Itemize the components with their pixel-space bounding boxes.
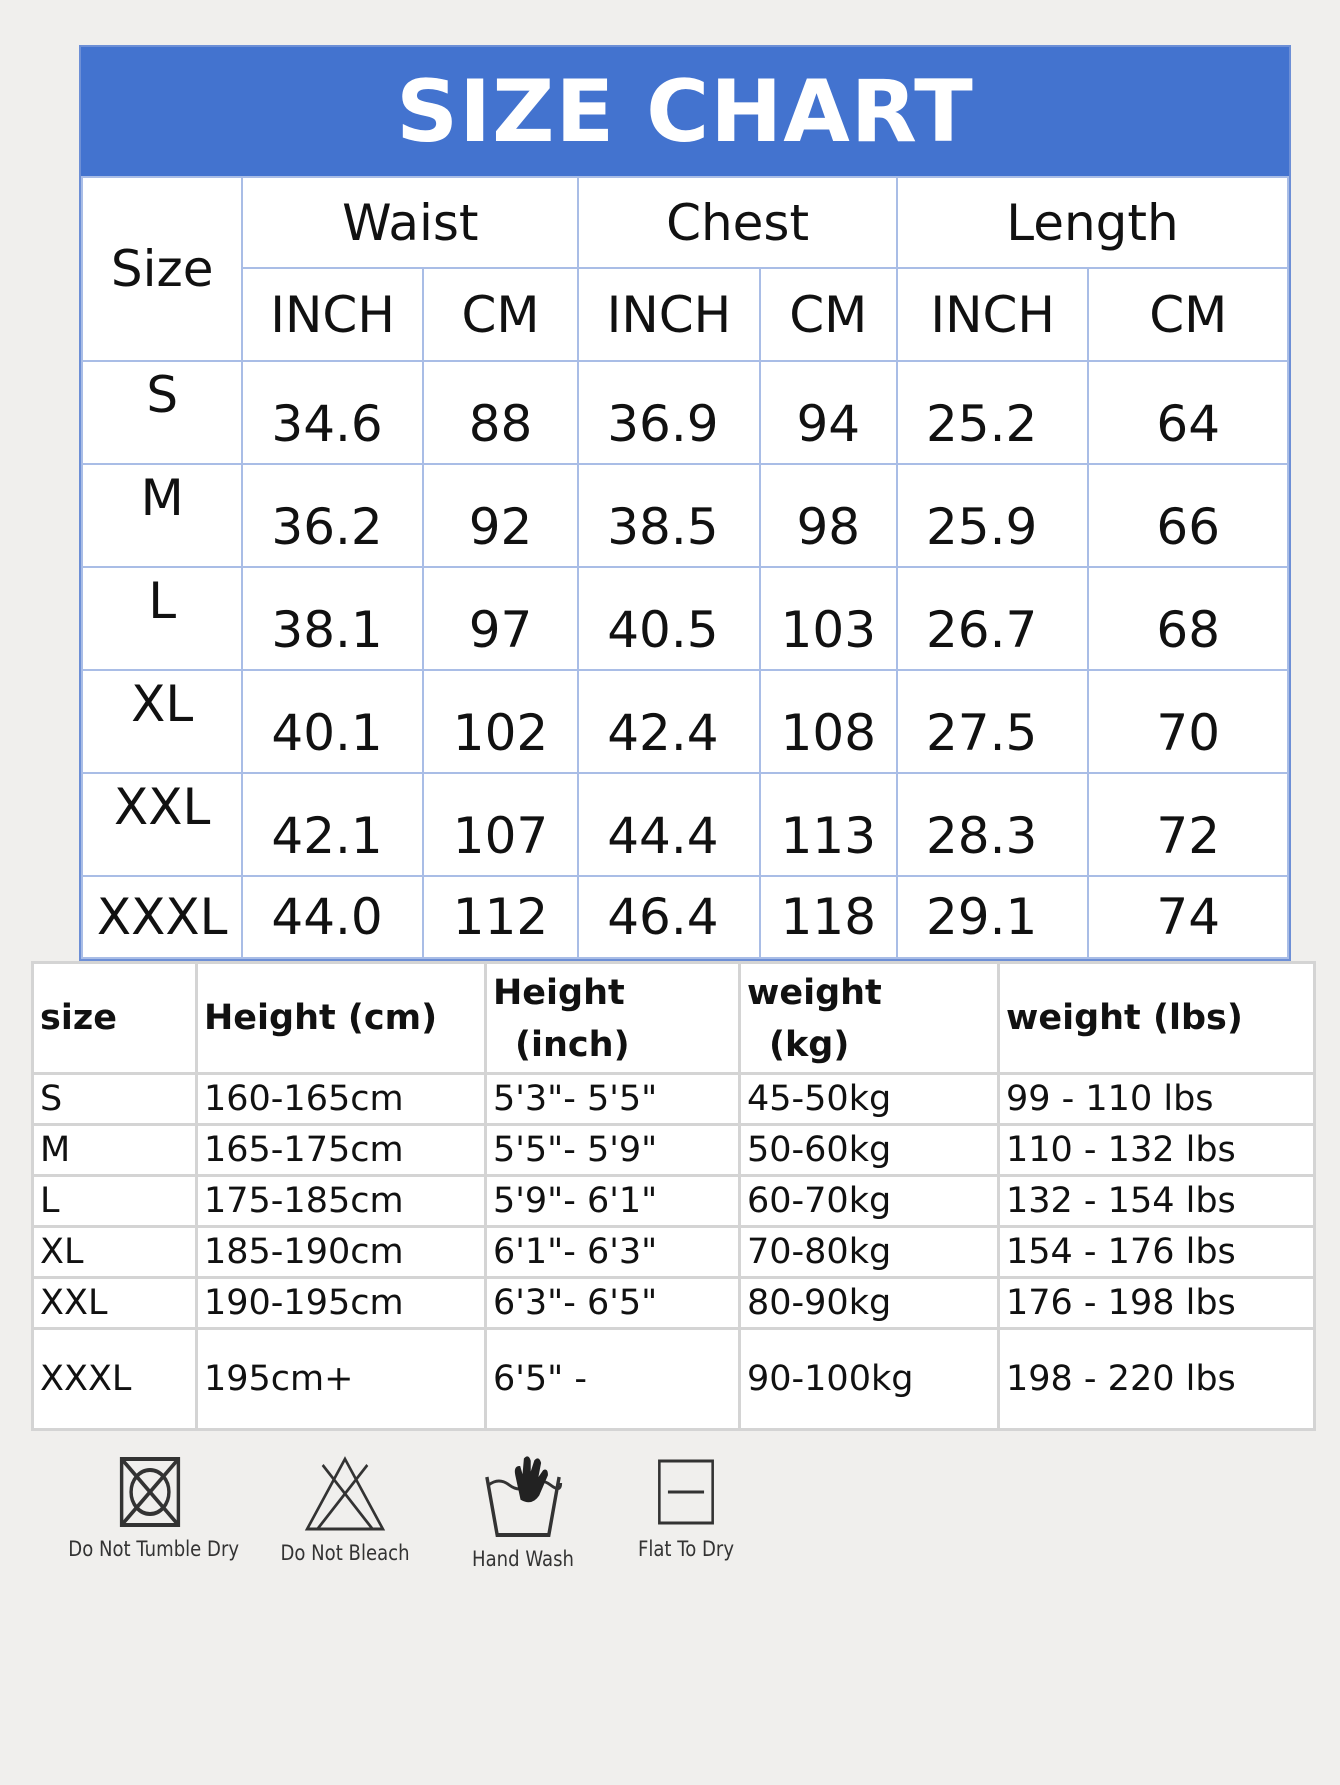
value-cell: 28.3: [897, 773, 1088, 876]
weight-kg-cell: 70-80kg: [740, 1227, 999, 1278]
size-cell: XXL: [33, 1278, 197, 1329]
height-inch-header-line2: (inch): [515, 1025, 630, 1065]
size-cell: XL: [82, 670, 242, 773]
table-row: [82, 670, 1288, 773]
value-cell: 42.4: [578, 670, 759, 773]
height-cm-cell: 165-175cm: [197, 1125, 486, 1176]
care-label: Do Not Bleach: [280, 1541, 410, 1565]
weight-lbs-cell: 176 - 198 lbs: [999, 1278, 1315, 1329]
size-cell: S: [82, 361, 242, 464]
do-not-tumble-dry-icon: [118, 1455, 182, 1529]
value-cell: 98: [760, 464, 897, 567]
value-cell: 66: [1088, 464, 1288, 567]
unit-header: CM: [1088, 268, 1288, 361]
size-cell: XL: [33, 1227, 197, 1278]
do-not-bleach-icon: [304, 1455, 387, 1533]
table-row: [33, 1329, 1315, 1430]
value-cell: 97: [423, 567, 578, 670]
value-cell: 44.0: [242, 876, 422, 958]
weight-kg-cell: 90-100kg: [740, 1329, 999, 1430]
value-cell: 42.1: [242, 773, 422, 876]
height-cm-cell: 175-185cm: [197, 1176, 486, 1227]
weight-kg-header: [740, 963, 999, 1074]
height-cm-cell: 190-195cm: [197, 1278, 486, 1329]
value-cell: 68: [1088, 567, 1288, 670]
height-weight-table: [31, 961, 1316, 1431]
value-cell: 118: [760, 876, 897, 958]
size-cell: L: [33, 1176, 197, 1227]
height-inch-cell: 6'1"- 6'3": [486, 1227, 740, 1278]
value-cell: 103: [760, 567, 897, 670]
height-inch-cell: 6'5" -: [486, 1329, 740, 1430]
weight-lbs-cell: 110 - 132 lbs: [999, 1125, 1315, 1176]
height-cm-header: Height (cm): [197, 963, 486, 1074]
value-cell: 34.6: [242, 361, 422, 464]
height-inch-header-line1: Height: [493, 973, 625, 1013]
waist-header: Waist: [242, 177, 578, 268]
height-inch-header: [486, 963, 740, 1074]
table-row: [82, 773, 1288, 876]
weight-lbs-cell: 198 - 220 lbs: [999, 1329, 1315, 1430]
weight-kg-cell: 80-90kg: [740, 1278, 999, 1329]
value-cell: 88: [423, 361, 578, 464]
table-row: [33, 1074, 1315, 1125]
value-cell: 40.5: [578, 567, 759, 670]
care-label: Flat To Dry: [637, 1537, 735, 1561]
weight-kg-cell: 60-70kg: [740, 1176, 999, 1227]
size-cell: M: [82, 464, 242, 567]
value-cell: 112: [423, 876, 578, 958]
value-cell: 38.1: [242, 567, 422, 670]
care-label: Do Not Tumble Dry: [68, 1537, 240, 1561]
height-cm-cell: 195cm+: [197, 1329, 486, 1430]
height-inch-cell: 5'5"- 5'9": [486, 1125, 740, 1176]
value-cell: 25.9: [897, 464, 1088, 567]
value-cell: 113: [760, 773, 897, 876]
group-header-row: [82, 177, 1288, 268]
table-row: [33, 1176, 1315, 1227]
care-do-not-tumble-dry: [68, 1455, 240, 1561]
value-cell: 27.5: [897, 670, 1088, 773]
value-cell: 38.5: [578, 464, 759, 567]
weight-kg-cell: 50-60kg: [740, 1125, 999, 1176]
value-cell: 70: [1088, 670, 1288, 773]
value-cell: 26.7: [897, 567, 1088, 670]
value-cell: 29.1: [897, 876, 1088, 958]
flat-to-dry-icon: [654, 1455, 718, 1529]
size-cell: XXXL: [33, 1329, 197, 1430]
value-cell: 40.1: [242, 670, 422, 773]
weight-lbs-cell: 99 - 110 lbs: [999, 1074, 1315, 1125]
fit-guide: [31, 961, 1313, 1431]
table-row: [82, 464, 1288, 567]
header-row: [33, 963, 1315, 1074]
weight-lbs-cell: 154 - 176 lbs: [999, 1227, 1315, 1278]
unit-header: CM: [423, 268, 578, 361]
size-cell: L: [82, 567, 242, 670]
unit-header: INCH: [578, 268, 759, 361]
value-cell: 74: [1088, 876, 1288, 958]
weight-lbs-cell: 132 - 154 lbs: [999, 1176, 1315, 1227]
table-row: [82, 567, 1288, 670]
table-row: [82, 361, 1288, 464]
height-inch-cell: 5'3"- 5'5": [486, 1074, 740, 1125]
height-cm-cell: 185-190cm: [197, 1227, 486, 1278]
care-do-not-bleach: [263, 1455, 426, 1565]
size-cell: M: [33, 1125, 197, 1176]
measurements-table: [81, 176, 1289, 959]
value-cell: 92: [423, 464, 578, 567]
weight-kg-cell: 45-50kg: [740, 1074, 999, 1125]
value-cell: 64: [1088, 361, 1288, 464]
value-cell: 36.2: [242, 464, 422, 567]
value-cell: 36.9: [578, 361, 759, 464]
unit-header: INCH: [242, 268, 422, 361]
length-header: Length: [897, 177, 1288, 268]
weight-lbs-header: weight (lbs): [999, 963, 1315, 1074]
hand-wash-icon: [482, 1455, 565, 1539]
chest-header: Chest: [578, 177, 897, 268]
value-cell: 72: [1088, 773, 1288, 876]
size-chart: [79, 45, 1291, 961]
weight-kg-header-line1: weight: [747, 973, 882, 1013]
value-cell: 94: [760, 361, 897, 464]
value-cell: 102: [423, 670, 578, 773]
height-cm-cell: 160-165cm: [197, 1074, 486, 1125]
value-cell: 25.2: [897, 361, 1088, 464]
table-row: [33, 1278, 1315, 1329]
care-flat-to-dry: [604, 1455, 767, 1561]
table-row: [82, 876, 1288, 958]
size-chart-banner: [81, 47, 1289, 176]
size-column-header: Size: [82, 177, 242, 361]
care-hand-wash: [441, 1455, 604, 1571]
value-cell: 46.4: [578, 876, 759, 958]
height-inch-cell: 6'3"- 6'5": [486, 1278, 740, 1329]
weight-kg-header-line2: (kg): [769, 1025, 850, 1065]
value-cell: 108: [760, 670, 897, 773]
care-label: Hand Wash: [472, 1547, 574, 1571]
table-row: [33, 1125, 1315, 1176]
size-chart-title: SIZE CHART: [396, 61, 974, 162]
size-cell: XXXL: [82, 876, 242, 958]
value-cell: 107: [423, 773, 578, 876]
unit-header: INCH: [897, 268, 1088, 361]
size-header: size: [33, 963, 197, 1074]
size-cell: XXL: [82, 773, 242, 876]
value-cell: 44.4: [578, 773, 759, 876]
height-inch-cell: 5'9"- 6'1": [486, 1176, 740, 1227]
unit-header-row: [82, 268, 1288, 361]
size-cell: S: [33, 1074, 197, 1125]
table-row: [33, 1227, 1315, 1278]
unit-header: CM: [760, 268, 897, 361]
